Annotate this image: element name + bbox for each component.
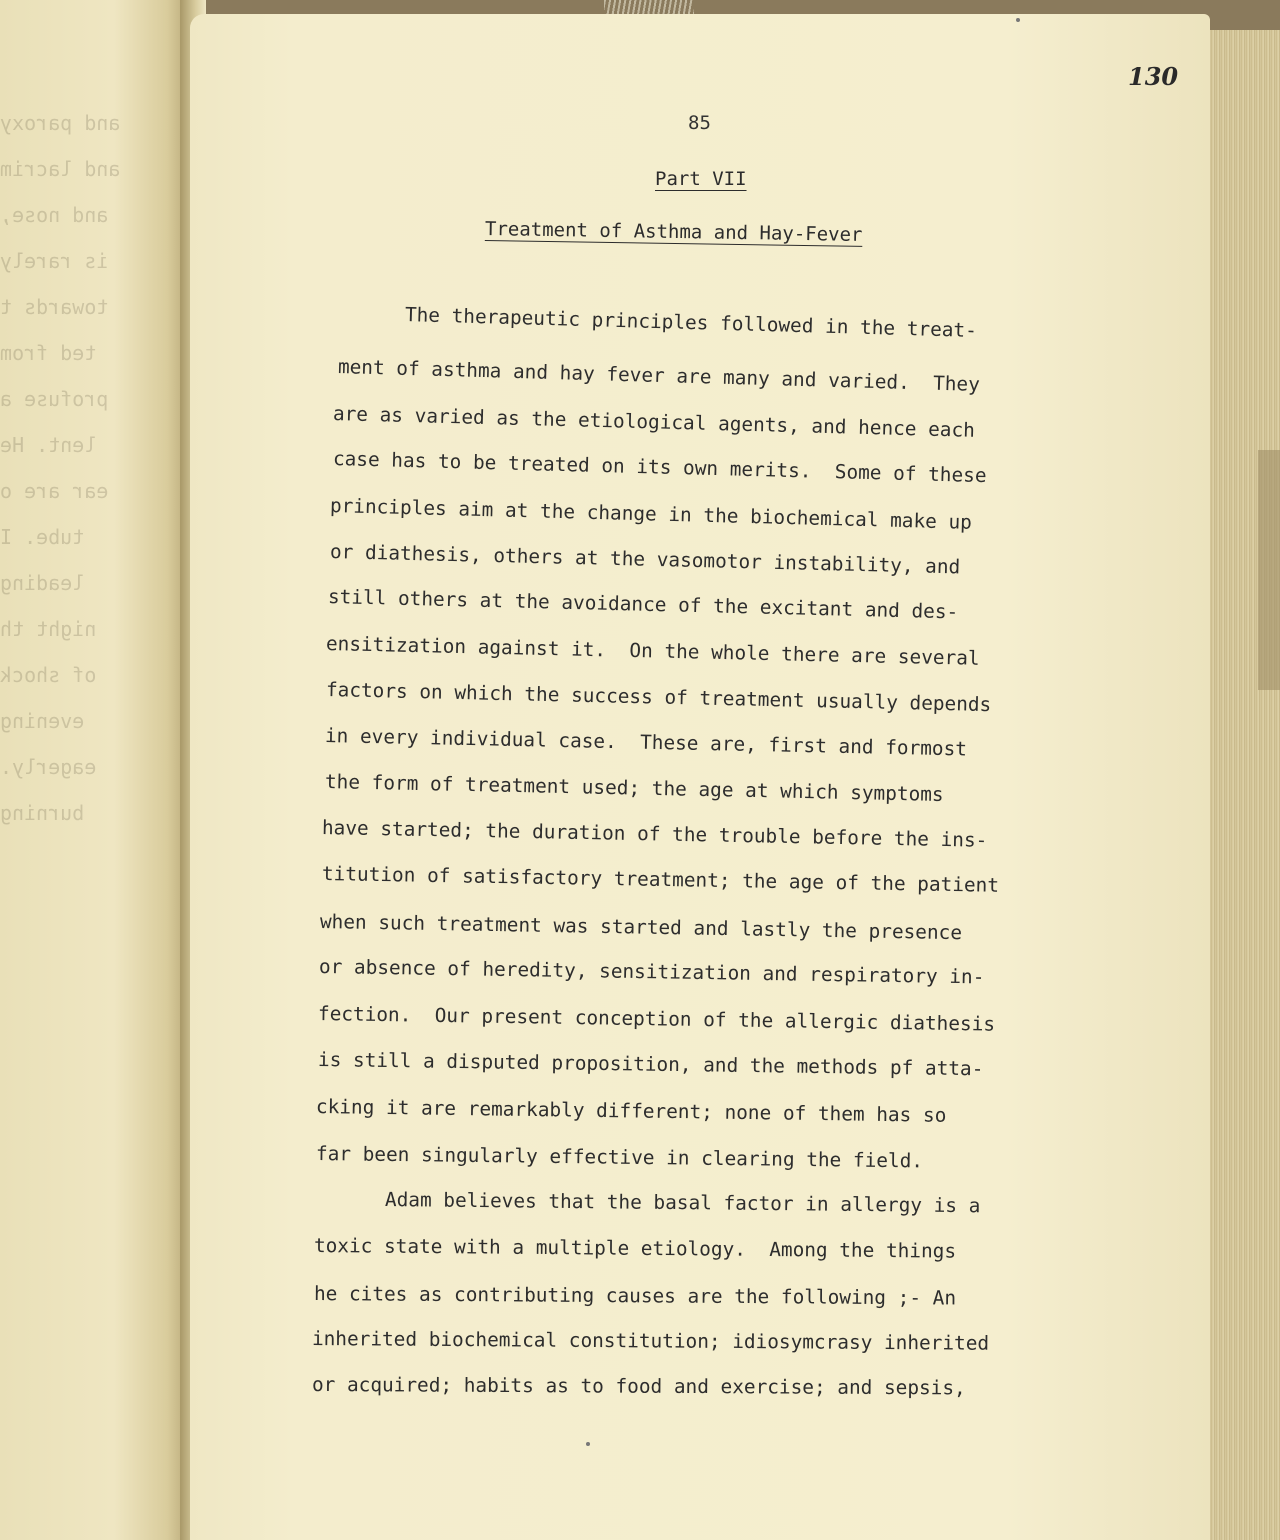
body-line: or acquired; habits as to food and exercise; and sepsis, [311, 1373, 966, 1400]
body-line: ensitization against it. On the whole there are several [325, 632, 980, 670]
body-line: ment of asthma and hay fever are many and varied. They [337, 355, 981, 396]
ink-speck [1016, 18, 1020, 22]
body-line: is still a disputed proposition, and the methods pf atta- [317, 1048, 984, 1081]
body-line: principles aim at the change in the biochemical make up [329, 494, 973, 534]
body-line: titution of satisfactory treatment; the age of the patient [321, 862, 1000, 897]
facing-page [0, 0, 190, 1540]
body-line: when such treatment was started and lastly the presence [319, 910, 963, 945]
part-heading: Part VII [655, 168, 747, 190]
body-line: Adam believes that the basal factor in allergy is a [384, 1188, 981, 1218]
body-line: fection. Our present conception of the allergic diathesis [317, 1002, 996, 1036]
body-line: The therapeutic principles followed in the treat- [404, 303, 978, 342]
ink-speck [586, 1442, 590, 1446]
body-line: case has to be treated on its own merits. Some of these [332, 447, 987, 488]
section-heading: Treatment of Asthma and Hay-Fever [484, 218, 863, 246]
body-line: toxic state with a multiple etiology. Among the things [313, 1234, 957, 1263]
folio-number: 130 [1128, 62, 1179, 91]
body-line: he cites as contributing causes are the following ;- An [313, 1282, 957, 1310]
body-line: or diathesis, others at the vasomotor instability, and [329, 540, 961, 579]
page-number: 85 [688, 112, 711, 134]
body-line: inherited biochemical constitution; idiosymcrasy inherited [311, 1327, 990, 1355]
facing-page-text: and paroxy and lacrim and nose, is rarely towards t ted from profuse a lent. He ear are o tube. I leading night th of shock evening eagerly. burning [0, 111, 121, 825]
body-line: the form of treatment used; the age at which symptoms [324, 770, 944, 806]
body-line: in every individual case. These are, first and formost [324, 724, 968, 761]
body-line: or absence of heredity, sensitization and respiratory in- [318, 955, 985, 989]
body-line: still others at the avoidance of the excitant and des- [327, 585, 959, 624]
body-line: are as varied as the etiological agents, and hence each [332, 402, 976, 442]
body-line: factors on which the success of treatment usually depends [325, 678, 992, 717]
body-line: far been singularly effective in clearing the field. [315, 1142, 924, 1173]
page-edges [1210, 30, 1280, 1540]
body-line: have started; the duration of the trouble before the ins- [321, 816, 988, 852]
body-line: cking it are remarkably different; none of them has so [315, 1095, 947, 1127]
